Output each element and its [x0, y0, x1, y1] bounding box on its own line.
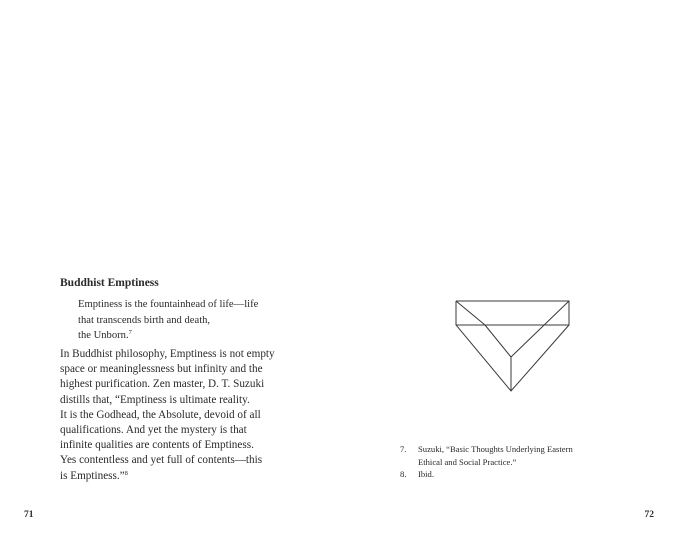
inverted-triangle-icon	[455, 300, 570, 393]
body-line: highest purification. Zen master, D. T. Suzuki	[60, 378, 265, 391]
section-heading: Buddhist Emptiness	[60, 277, 159, 289]
epigraph	[78, 297, 258, 344]
footnote-7	[400, 443, 573, 468]
inner-line-diagonal	[485, 325, 511, 357]
inner-line-left	[456, 301, 485, 325]
epigraph-line: Emptiness is the fountainhead of life—life	[78, 299, 259, 310]
body-line: qualifications. And yet the mystery is that	[60, 424, 247, 437]
footnote-ref-7: 7	[128, 329, 132, 336]
page-number-left: 71	[24, 510, 34, 520]
footnote-ref-8: 8	[124, 469, 128, 477]
footnote-text	[418, 443, 573, 468]
body-line: infinite qualities are contents of Emptiness.	[60, 439, 254, 452]
epigraph-line-text: the Unborn.	[78, 330, 129, 341]
body-line	[60, 469, 275, 484]
footnote-line: Ethical and Social Practice.”	[418, 456, 517, 467]
footnote-8	[400, 468, 573, 481]
footnote-line: Ibid.	[418, 469, 434, 479]
footnote-number: 7.	[400, 444, 407, 454]
inner-line-right	[511, 301, 569, 357]
body-line: space or meaninglessness but infinity and the	[60, 363, 263, 376]
footnote-text	[418, 468, 434, 481]
body-line: In Buddhist philosophy, Emptiness is not empty	[60, 348, 275, 360]
epigraph-line: that transcends birth and death,	[78, 314, 211, 326]
page-number-right: 72	[644, 510, 654, 520]
body-line: Yes contentless and yet full of contents—this	[60, 454, 263, 467]
footnote-number: 8.	[400, 469, 407, 479]
body-paragraph	[60, 347, 275, 484]
right-page	[340, 0, 680, 550]
body-line: distills that, “Emptiness is ultimate reality.	[60, 393, 250, 406]
footnotes	[400, 443, 573, 481]
footnote-line: Suzuki, “Basic Thoughts Underlying Eastern	[418, 444, 573, 454]
body-line: It is the Godhead, the Absolute, devoid of all	[60, 408, 261, 421]
epigraph-line	[78, 328, 258, 344]
body-line-text: is Emptiness.”	[60, 469, 125, 482]
